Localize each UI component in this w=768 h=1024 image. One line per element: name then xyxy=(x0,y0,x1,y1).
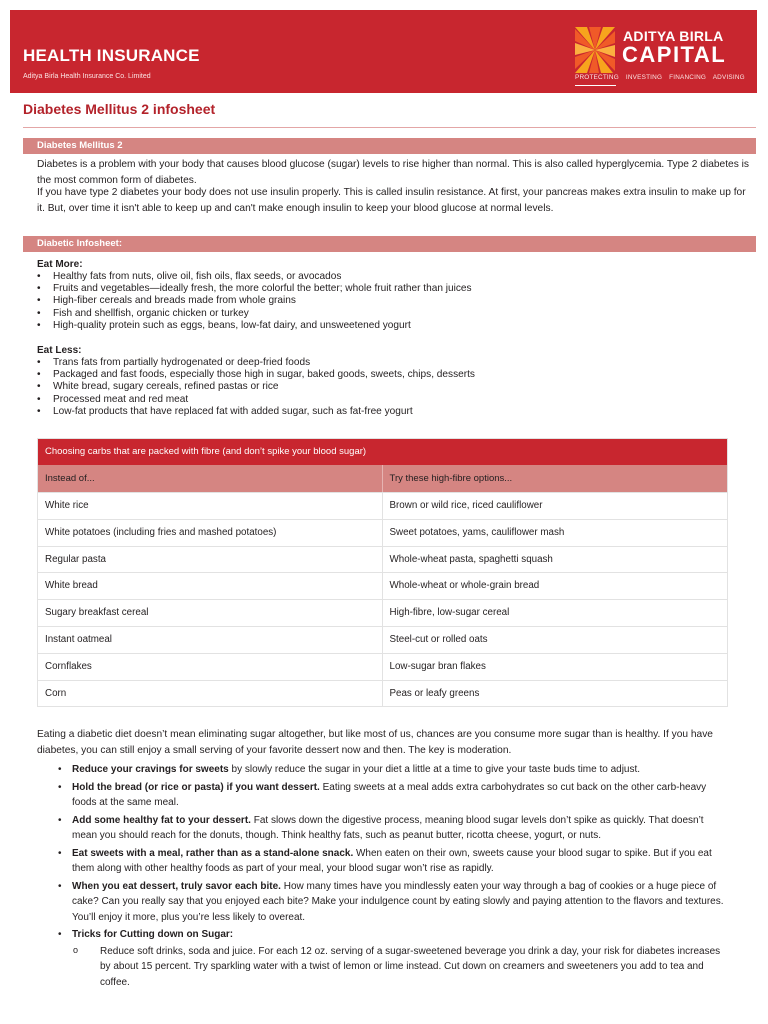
tip-text: How many times have you mindlessly eaten your way through a bag of cookies or a huge piece of cake? Can you really say that you enjoyed each bite? Make your indulgence count by eating slowly and paying attention to the flavors and textures. You’ll enjoy it more, plus you’re less likely to overeat. xyxy=(72,880,724,923)
logo-tag: PROTECTING xyxy=(575,74,619,81)
list-item: • White bread, sugary cereals, refined pastas or rice xyxy=(37,381,749,393)
list-item: • Low-fat products that have replaced fat with added sugar, such as fat-free yogurt xyxy=(37,406,749,418)
sunburst-logo-icon xyxy=(575,27,615,73)
table-cell: Steel-cut or rolled oats xyxy=(389,633,488,645)
table-row xyxy=(38,680,727,707)
logo-text-top: ADITYA BIRLA xyxy=(623,28,724,44)
table-cell: Peas or leafy greens xyxy=(389,687,480,699)
table-cell: Whole-wheat pasta, spaghetti squash xyxy=(389,553,553,565)
table-row xyxy=(38,653,727,680)
logo-text-main: CAPITAL xyxy=(622,42,727,67)
list-item xyxy=(58,879,728,926)
intro-paragraph-2: If you have type 2 diabetes your body does not use insulin properly. This is called insulin resistance. At first, your pancreas makes extra insulin to make up for it. But, over time it isn't able to keep up and can't make enough insulin to keep your blood glucose at normal levels. xyxy=(37,187,746,214)
table-cell: Low-sugar bran flakes xyxy=(389,660,486,672)
table-cell: Instant oatmeal xyxy=(38,627,383,653)
carb-swap-table xyxy=(37,438,728,707)
eat-more-list xyxy=(37,271,749,332)
dessert-tips-list xyxy=(58,762,728,992)
tip-text: by slowly reduce the sugar in your diet a little at a time to give your taste buds time to adjust. xyxy=(228,764,641,775)
tagline-underline xyxy=(575,85,616,86)
column-header-try: Try these high-fibre options... xyxy=(389,473,513,484)
table-cell: High-fibre, low-sugar cereal xyxy=(389,607,510,619)
tip-lead: Add some healthy fat to your dessert. xyxy=(72,814,251,826)
list-item: • Fish and shellfish, organic chicken or turkey xyxy=(37,308,749,320)
list-item xyxy=(58,846,728,877)
logo-tag: FINANCING xyxy=(669,74,707,81)
table-caption: Choosing carbs that are packed with fibre (and don’t spike your blood sugar) xyxy=(38,439,727,465)
list-item: • High-quality protein such as eggs, beans, low-fat dairy, and unsweetened yogurt xyxy=(37,320,749,332)
tricks-heading: Tricks for Cutting down on Sugar: xyxy=(72,929,234,940)
header-title: HEALTH INSURANCE xyxy=(23,46,200,65)
table-cell: White potatoes (including fries and mashed potatoes) xyxy=(38,520,383,546)
table-row xyxy=(38,626,727,653)
logo-tag: ADVISING xyxy=(712,74,745,81)
list-item: • Trans fats from partially hydrogenated or deep-fried foods xyxy=(37,357,749,369)
table-row xyxy=(38,519,727,546)
tip-lead: Reduce your cravings for sweets xyxy=(72,764,229,775)
table-row xyxy=(38,572,727,599)
logo-tag: INVESTING xyxy=(625,74,663,81)
section-heading-diabetes: Diabetes Mellitus 2 xyxy=(23,138,756,154)
tip-lead: Hold the bread (or rice or pasta) if you want dessert. xyxy=(72,781,320,793)
list-item: • Processed meat and red meat xyxy=(37,394,749,406)
list-item: • High-fiber cereals and breads made from whole grains xyxy=(37,295,749,307)
table-cell: Cornflakes xyxy=(38,654,383,680)
list-item: • Fruits and vegetables—ideally fresh, the more colorful the better; whole fruit rather than juices xyxy=(37,283,749,295)
table-row xyxy=(38,546,727,573)
list-item xyxy=(58,780,728,811)
title-divider xyxy=(23,127,756,128)
tip-text: When eaten on their own, sweets cause your blood sugar to spike. But if you eat them along with other healthy foods as part of your meal, your blood sugar won’t rise as rapidly. xyxy=(72,847,712,874)
list-item xyxy=(58,813,728,844)
table-row xyxy=(38,492,727,519)
tip-lead: When you eat dessert, truly savor each bite. xyxy=(72,880,281,892)
table-header-row xyxy=(38,465,727,492)
tip-text: Eating sweets at a meal adds extra carbohydrates so cut back on the other carb-heavy foods at the same meal. xyxy=(72,781,707,808)
table-cell: Regular pasta xyxy=(38,547,383,573)
list-item: o Reduce soft drinks, soda and juice. For each 12 oz. serving of a sugar-sweetened beverage you drink a day, your risk for diabetes increases by about 15 percent. Try sparkling water with a twist of lemon or lime instead. Cut down on creamers and sweeteners you add to tea and coffee. xyxy=(72,944,728,991)
table-cell: White bread xyxy=(38,573,383,599)
table-cell: Sweet potatoes, yams, cauliflower mash xyxy=(389,526,565,538)
tip-lead: Eat sweets with a meal, rather than as a stand-alone snack. xyxy=(72,847,354,859)
eat-more-heading: Eat More: xyxy=(37,259,83,270)
table-cell: White rice xyxy=(38,493,383,519)
page-title: Diabetes Mellitus 2 infosheet xyxy=(23,101,216,117)
table-cell: Sugary breakfast cereal xyxy=(38,600,383,626)
list-item xyxy=(58,762,728,778)
table-row xyxy=(38,599,727,626)
header-banner xyxy=(10,10,757,93)
section-heading-infosheet: Diabetic Infosheet: xyxy=(23,236,756,252)
dessert-intro: Eating a diabetic diet doesn’t mean eliminating sugar altogether, but like most of us, chances are you consume more sugar than is healthy. If you have diabetes, you can still enjoy a small serving of your favorite dessert now and then. The key is moderation. xyxy=(37,729,713,756)
logo-tagline xyxy=(575,74,750,81)
tip-text: Fat slows down the digestive process, meaning blood sugar levels don’t spike as quickly. That doesn’t mean you should reach for the donuts, though. Think healthy fats, such as peanut butter, ricotta cheese, yogurt, or nuts. xyxy=(72,814,704,841)
eat-less-heading: Eat Less: xyxy=(37,345,82,356)
table-cell: Brown or wild rice, riced cauliflower xyxy=(389,500,543,511)
tricks-list xyxy=(72,944,728,991)
list-item xyxy=(58,927,728,990)
eat-less-list xyxy=(37,357,749,418)
list-item: • Packaged and fast foods, especially those high in sugar, baked goods, sweets, chips, desserts xyxy=(37,369,749,381)
column-header-instead: Instead of... xyxy=(38,465,383,492)
list-item: • Healthy fats from nuts, olive oil, fish oils, flax seeds, or avocados xyxy=(37,271,749,283)
company-name: Aditya Birla Health Insurance Co. Limited xyxy=(23,73,151,80)
table-cell: Corn xyxy=(38,681,383,707)
intro-paragraph-1: Diabetes is a problem with your body that causes blood glucose (sugar) levels to rise higher than normal. This is also called hyperglycemia. Type 2 diabetes is the most common form of diabetes. xyxy=(37,159,749,186)
table-cell: Whole-wheat or whole-grain bread xyxy=(389,580,540,592)
